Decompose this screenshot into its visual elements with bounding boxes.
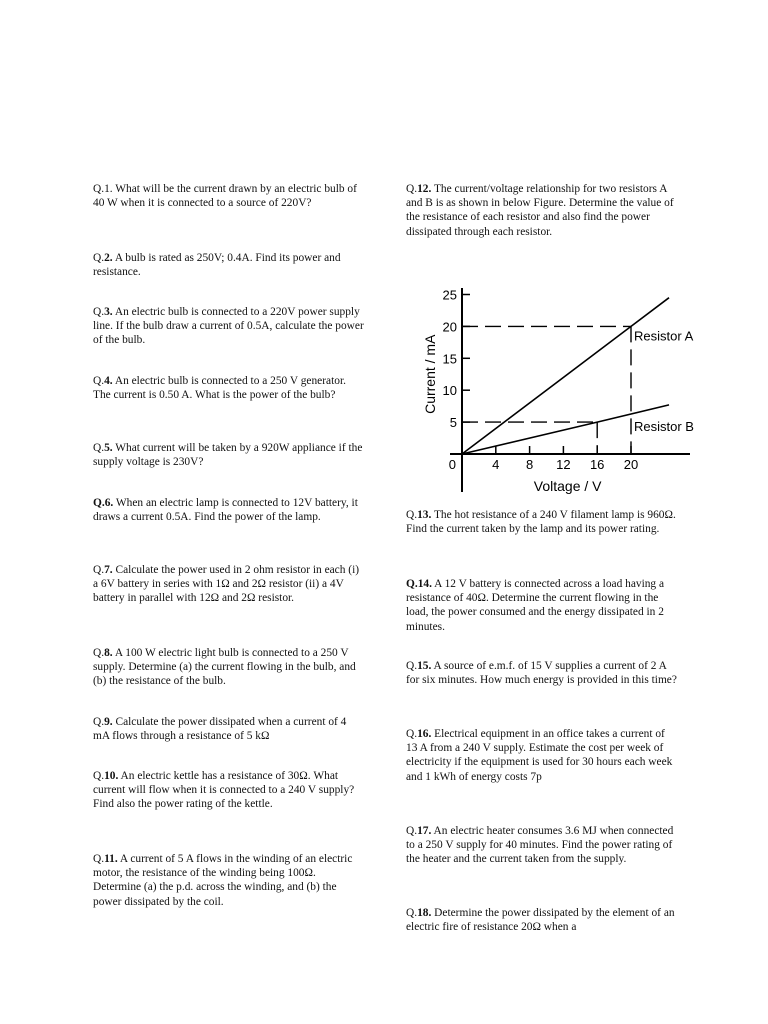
question-16 (406, 727, 678, 784)
question-text: An electric kettle has a resistance of 30Ω. What current will flow when it is connected to a 240 V supply? Find also the power rating of the kettle. (93, 770, 355, 811)
y-tick-label: 10 (442, 383, 457, 399)
legend-label: Resistor B (634, 419, 694, 435)
question-number: Q.14. (406, 578, 432, 590)
question-prefix: Q. (93, 306, 105, 318)
question-8 (93, 646, 365, 689)
question-prefix: Q. (406, 728, 418, 740)
question-number: 16. (417, 728, 432, 740)
question-number: 4. (104, 375, 113, 387)
question-number: 18. (417, 907, 432, 919)
question-17 (406, 824, 678, 867)
question-12 (406, 182, 678, 239)
x-tick-label: 16 (589, 457, 605, 472)
question-text: The current/voltage relationship for two resistors A and B is as shown in below Figure. Determine the value of the resistance of each resistor and also find the power dissipated through each resistor. (406, 183, 674, 238)
question-number: 2. (104, 252, 113, 264)
question-number: 12. (417, 183, 432, 195)
question-prefix: Q. (93, 442, 105, 454)
question-text: An electric bulb is connected to a 220V power supply line. If the bulb draw a current of 0.5A, calculate the power of the bulb. (93, 306, 364, 347)
question-11 (93, 852, 365, 909)
question-prefix: Q. (406, 825, 418, 837)
question-text: An electric heater consumes 3.6 MJ when connected to a 250 V supply for 40 minutes. Find the power rating of the heater and the current taken from the supply. (406, 825, 674, 866)
question-prefix: Q. (93, 716, 105, 728)
question-prefix: Q. (93, 647, 105, 659)
question-text: A source of e.m.f. of 15 V supplies a current of 2 A for six minutes. How much energy is provided in this time? (406, 660, 677, 687)
y-tick-label: 25 (442, 287, 457, 303)
question-number: 10. (104, 770, 119, 782)
x-axis-label: Voltage / V (533, 478, 602, 494)
question-text: Determine the power dissipated by the element of an electric fire of resistance 20Ω when a (406, 907, 675, 934)
question-number: 17. (417, 825, 432, 837)
x-tick-label: 8 (525, 457, 534, 472)
question-10 (93, 769, 365, 812)
question-text: A 12 V battery is connected across a load having a resistance of 40Ω. Determine the current flowing in the load, the power consumed and the energy dissipated in 2 minutes. (406, 578, 665, 633)
legend-label: Resistor A (634, 328, 694, 344)
question-prefix: Q. (406, 660, 418, 672)
question-number: 9. (104, 716, 113, 728)
question-13 (406, 508, 678, 536)
question-2 (93, 251, 365, 279)
question-text: A current of 5 A flows in the winding of an electric motor, the resistance of the winding being 100Ω. Determine (a) the p.d. across the winding, and (b) the power dissipated by the coil. (93, 853, 353, 908)
y-tick-label: 5 (449, 415, 457, 431)
question-text: Calculate the power used in 2 ohm resistor in each (i) a 6V battery in series with 1Ω and 2Ω resistor (ii) a 4V battery in parallel with 12Ω and 2Ω resistor. (93, 564, 360, 605)
question-text: An electric bulb is connected to a 250 V generator. The current is 0.50 A. What is the power of the bulb? (93, 375, 346, 402)
question-text: What will be the current drawn by an electric bulb of 40 W when it is connected to a source of 220V? (93, 183, 357, 210)
question-15 (406, 659, 678, 687)
x-tick-label: 20 (623, 457, 639, 472)
question-prefix: Q. (93, 853, 105, 865)
question-text: When an electric lamp is connected to 12V battery, it draws a current 0.5A. Find the power of the lamp. (93, 497, 358, 524)
question-text: A 100 W electric light bulb is connected to a 250 V supply. Determine (a) the current flowing in the bulb, and (b) the resistance of the bulb. (93, 647, 356, 688)
question-number: 11. (104, 853, 118, 865)
question-number: 13. (417, 509, 432, 521)
question-1 (93, 182, 365, 210)
y-tick-label: 15 (442, 351, 457, 367)
question-text: The hot resistance of a 240 V filament lamp is 960Ω. Find the current taken by the lamp and its power rating. (406, 509, 676, 536)
question-text: A bulb is rated as 250V; 0.4A. Find its power and resistance. (93, 252, 341, 279)
question-number: 1. (104, 183, 113, 195)
question-prefix: Q. (93, 252, 105, 264)
question-3 (93, 305, 365, 348)
question-prefix: Q. (93, 564, 105, 576)
question-6 (93, 496, 365, 524)
question-prefix: Q. (93, 770, 105, 782)
question-number: 15. (417, 660, 432, 672)
x-tick-label: 12 (556, 457, 571, 472)
question-prefix: Q. (93, 183, 105, 195)
question-text: Calculate the power dissipated when a current of 4 mA flows through a resistance of 5 kΩ (93, 716, 347, 743)
current-voltage-chart (418, 283, 708, 498)
question-number: 7. (104, 564, 113, 576)
question-number: 5. (104, 442, 113, 454)
y-axis-label: Current / mA (422, 334, 438, 414)
question-14 (406, 577, 678, 634)
question-7 (93, 563, 365, 606)
question-number: Q.6. (93, 497, 114, 509)
question-4 (93, 374, 365, 402)
question-prefix: Q. (406, 183, 418, 195)
question-prefix: Q. (93, 375, 105, 387)
origin-label: 0 (448, 457, 456, 472)
x-tick-label: 4 (492, 457, 500, 472)
chart-svg (418, 283, 708, 498)
question-number: 3. (104, 306, 113, 318)
question-18 (406, 906, 678, 934)
question-5 (93, 441, 365, 469)
question-prefix: Q. (406, 509, 418, 521)
y-tick-label: 20 (442, 319, 457, 335)
question-9 (93, 715, 365, 743)
question-number: 8. (104, 647, 113, 659)
question-text: What current will be taken by a 920W appliance if the supply voltage is 230V? (93, 442, 363, 469)
question-text: Electrical equipment in an office takes a current of 13 A from a 240 V supply. Estimate the cost per week of electricity if the equipment is used for 30 hours each week and 1 kWh of energy costs 7p (406, 728, 673, 783)
question-prefix: Q. (406, 907, 418, 919)
